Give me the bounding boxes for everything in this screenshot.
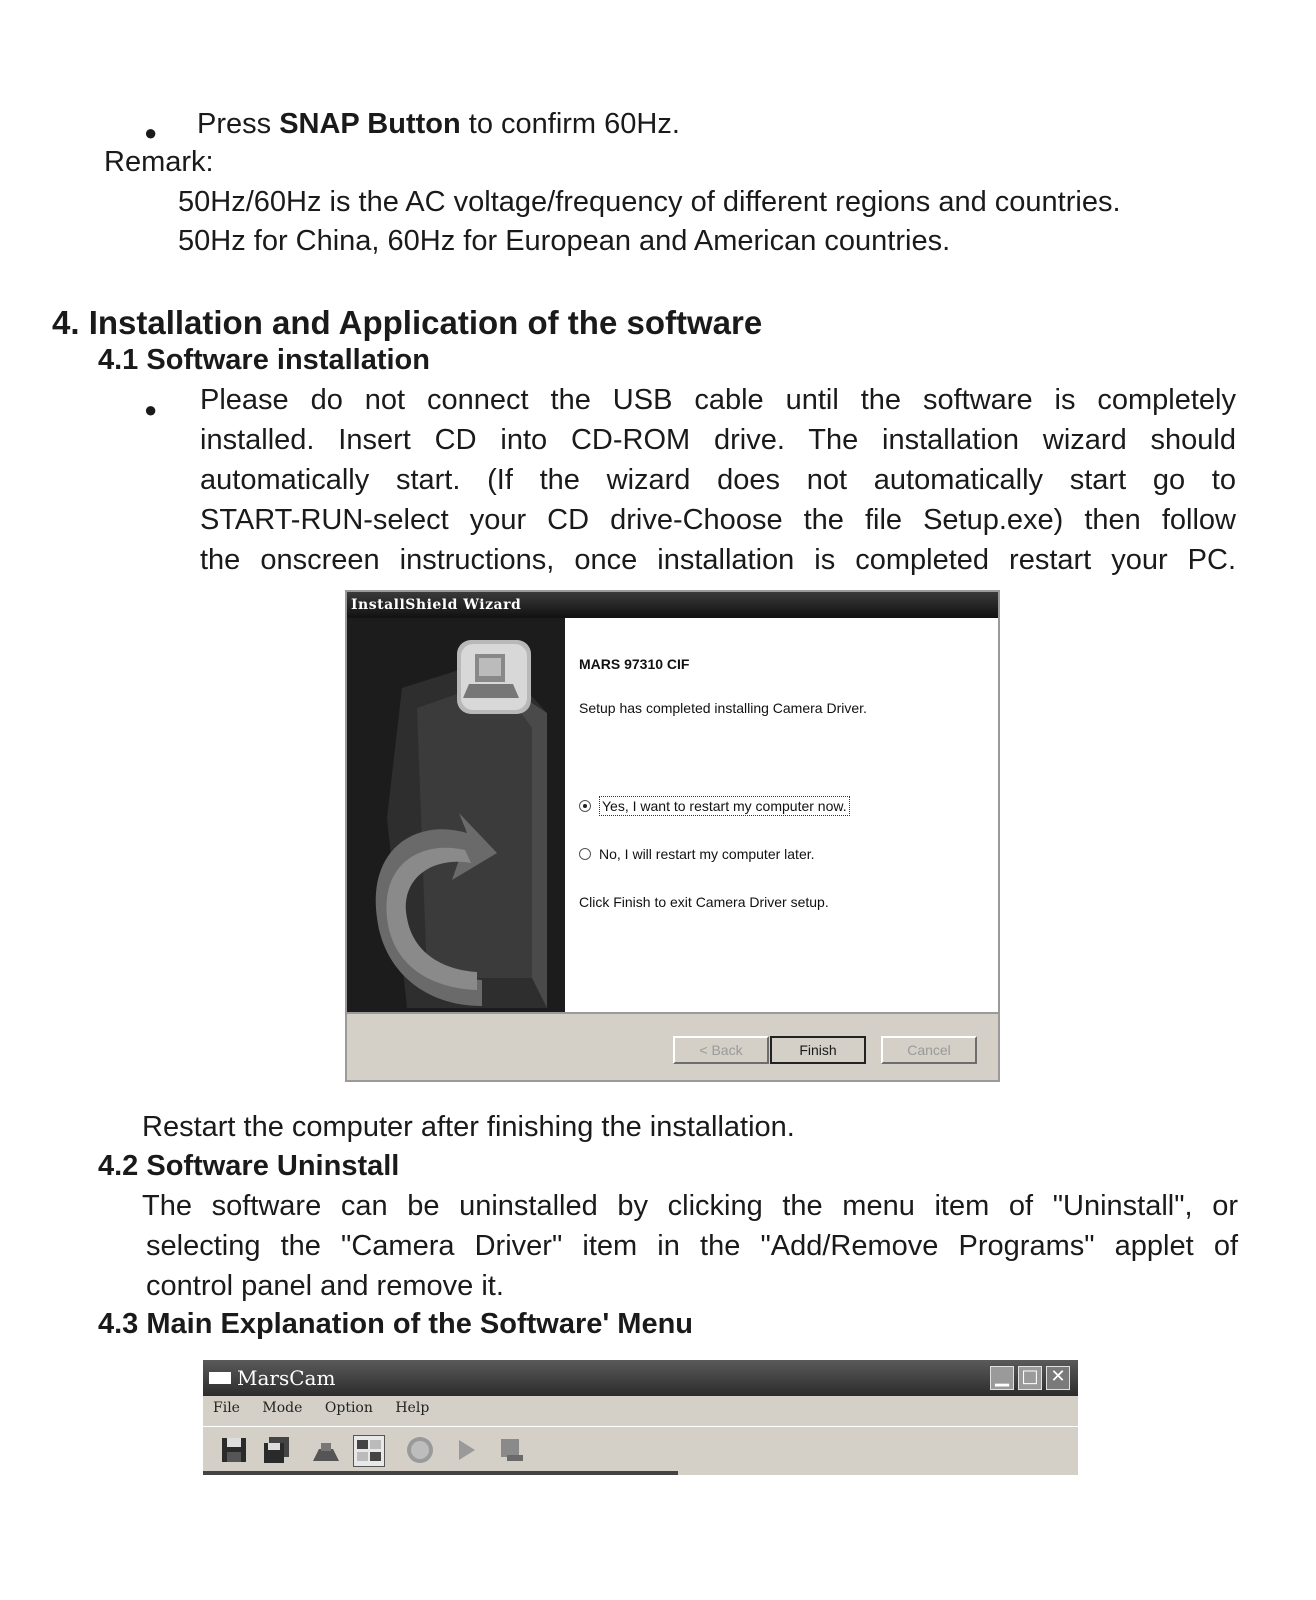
- snap-prefix: Press: [197, 108, 280, 140]
- marscam-bottom-edge: [203, 1471, 678, 1475]
- remark-line-1: 50Hz/60Hz is the AC voltage/frequency of different regions and countries.: [178, 186, 1121, 218]
- marscam-titlebar: [203, 1360, 1078, 1396]
- option-restart-now[interactable]: [579, 798, 850, 814]
- uninstall-line: control panel and remove it.: [146, 1270, 504, 1302]
- section-4-1-title: 4.1 Software installation: [98, 344, 430, 376]
- remark-line-2: 50Hz for China, 60Hz for European and American countries.: [178, 225, 951, 257]
- snap-instruction: [197, 104, 680, 144]
- install-line: the onscreen instructions, once installation is completed restart your PC.: [200, 544, 1236, 576]
- option-restart-later-label: No, I will restart my computer later.: [599, 846, 815, 862]
- option-restart-now-label: Yes, I want to restart my computer now.: [599, 796, 850, 816]
- menu-help[interactable]: Help: [395, 1400, 430, 1416]
- uninstall-line: selecting the "Camera Driver" item in the "Add/Remove Programs" applet of: [146, 1230, 1238, 1262]
- capture-icon[interactable]: [497, 1435, 527, 1465]
- radio-restart-now[interactable]: [579, 800, 591, 812]
- installshield-dialog: [345, 590, 1000, 1082]
- save-all-icon[interactable]: [261, 1435, 291, 1465]
- restart-note: Restart the computer after finishing the installation.: [142, 1111, 795, 1143]
- bullet-marker: ●: [144, 397, 158, 422]
- finish-button[interactable]: Finish: [770, 1036, 866, 1064]
- radio-restart-later[interactable]: [579, 848, 591, 860]
- minimize-icon[interactable]: ▁: [990, 1366, 1014, 1390]
- close-icon[interactable]: ✕: [1046, 1366, 1070, 1390]
- snap-suffix: to confirm 60Hz.: [460, 108, 680, 140]
- computer-illustration-icon: [347, 618, 565, 1012]
- dialog-body: [565, 618, 998, 1012]
- maximize-icon[interactable]: □: [1018, 1366, 1042, 1390]
- camera-icon[interactable]: [311, 1435, 341, 1465]
- section-4-3-title: 4.3 Main Explanation of the Software' Menu: [98, 1308, 694, 1340]
- section-4-2-title: 4.2 Software Uninstall: [98, 1150, 400, 1182]
- snap-bold: SNAP Button: [279, 108, 461, 140]
- install-instructions: [200, 380, 1236, 580]
- dialog-divider: [347, 1012, 998, 1014]
- option-restart-later[interactable]: [579, 846, 815, 862]
- preview-icon[interactable]: [353, 1435, 385, 1467]
- finish-hint-text: Click Finish to exit Camera Driver setup.: [579, 894, 829, 910]
- bullet-marker: ●: [144, 120, 158, 145]
- dialog-title: InstallShield Wizard: [347, 592, 998, 618]
- marscam-menubar: [213, 1400, 447, 1416]
- product-name: MARS 97310 CIF: [579, 656, 690, 672]
- section-4-title: 4. Installation and Application of the software: [52, 304, 763, 341]
- stop-icon[interactable]: [405, 1435, 435, 1465]
- uninstall-instructions: [142, 1186, 1238, 1306]
- install-line: automatically start. (If the wizard does not automatically start go to: [200, 464, 1236, 496]
- menu-mode[interactable]: Mode: [262, 1400, 303, 1416]
- remark-label: Remark:: [104, 146, 214, 178]
- marscam-window: [203, 1360, 1078, 1475]
- back-button[interactable]: < Back: [673, 1036, 769, 1064]
- install-line: installed. Insert CD into CD-ROM drive. The installation wizard should: [200, 424, 1236, 456]
- save-icon[interactable]: [219, 1435, 249, 1465]
- uninstall-line: The software can be uninstalled by clicking the menu item of "Uninstall", or: [142, 1190, 1238, 1222]
- install-line: START-RUN-select your CD drive-Choose the file Setup.exe) then follow: [200, 504, 1236, 536]
- menu-option[interactable]: Option: [324, 1400, 373, 1416]
- window-icon: [209, 1372, 231, 1384]
- marscam-title: MarsCam: [237, 1366, 336, 1390]
- wizard-art: [347, 618, 565, 1012]
- marscam-toolbar: [203, 1426, 1078, 1471]
- play-icon[interactable]: [451, 1435, 481, 1465]
- install-line: Please do not connect the USB cable until the software is completely: [200, 384, 1236, 416]
- menu-file[interactable]: File: [213, 1400, 240, 1416]
- setup-complete-text: Setup has completed installing Camera Driver.: [579, 700, 867, 716]
- cancel-button[interactable]: Cancel: [881, 1036, 977, 1064]
